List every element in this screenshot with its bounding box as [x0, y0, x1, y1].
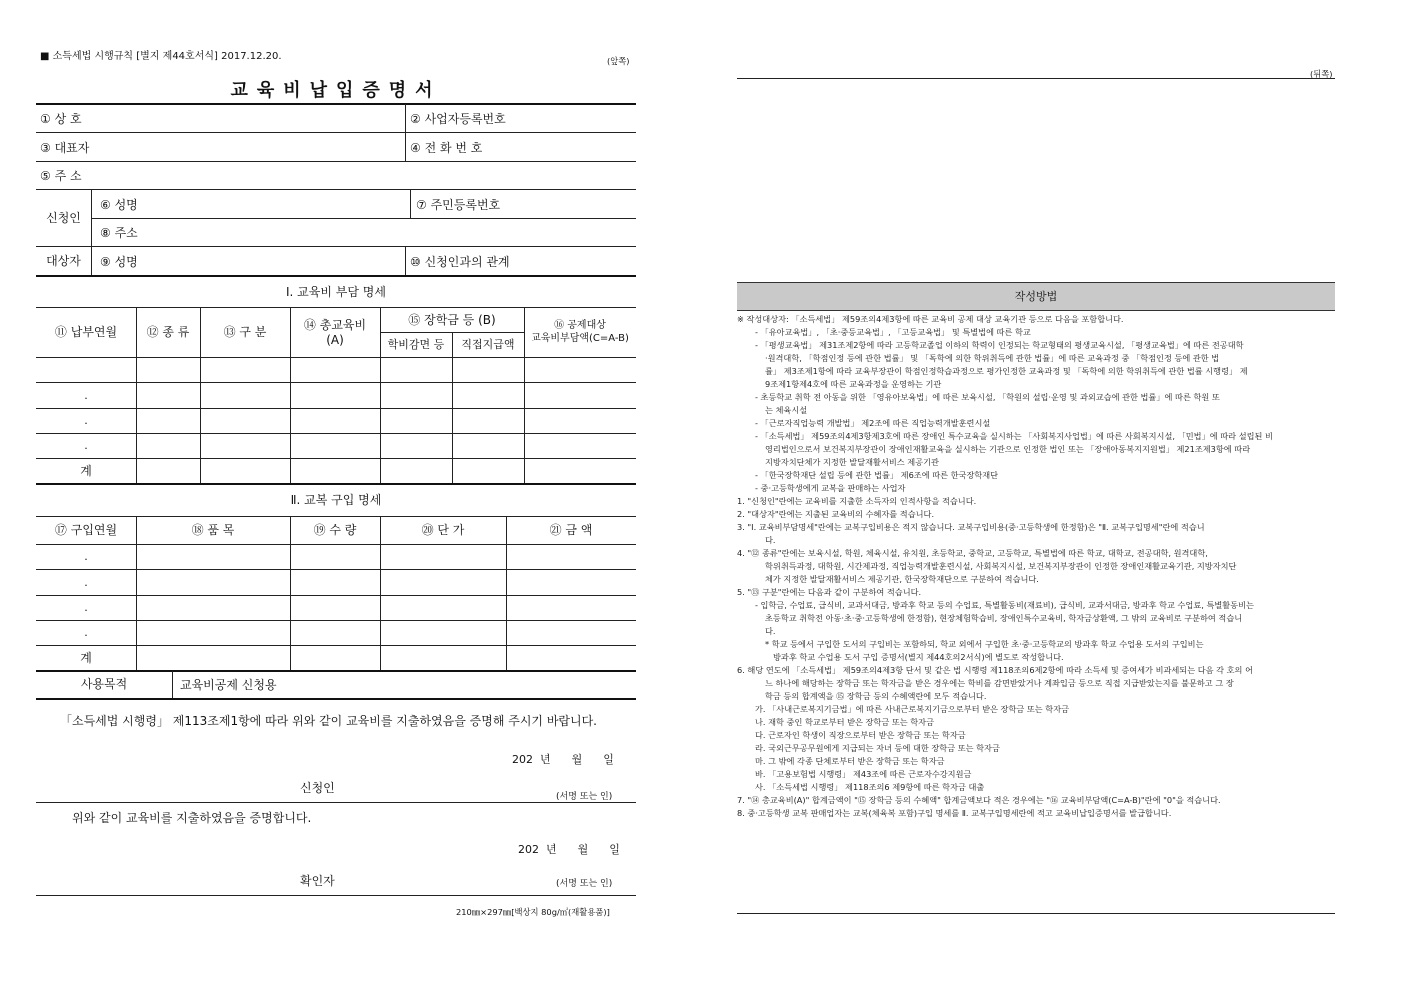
rule: [91, 190, 92, 275]
guide-line: 바. 「고용보험법 시행령」 제43조에 따른 근로자수강지원금: [755, 769, 972, 779]
guide-line: 2. "대상자"란에는 지출된 교육비의 수혜자를 적습니다.: [737, 509, 935, 519]
page-side-front: (앞쪽): [607, 56, 630, 66]
guide-title: 작성방법: [1014, 289, 1058, 303]
rule: [405, 247, 406, 275]
rule: [405, 104, 406, 161]
table-row-mark: .: [84, 626, 88, 640]
guide-line: 체가 지정한 발달재활서비스 제공기관, 한국장학재단으로 구분하여 적습니다.: [765, 574, 1039, 584]
table-row-mark: .: [84, 414, 88, 428]
field-applicant-name: ⑥ 성명: [100, 197, 138, 212]
rule: [36, 698, 636, 700]
verifier-sign: (서명 또는 인): [556, 879, 613, 889]
guide-line: 다.: [765, 626, 776, 636]
section2-title: Ⅱ. 교복 구입 명세: [290, 492, 382, 507]
table-row-mark: [36, 358, 136, 382]
table-row-total: 계: [80, 463, 92, 478]
field-business-name: ① 상 호: [40, 111, 82, 126]
col-type: ⑫ 종 류: [146, 325, 190, 339]
guide-line: - 「한국장학재단 설립 등에 관한 법률」 제6조에 따른 한국장학재단: [755, 470, 999, 480]
guide-line: 마. 그 밖에 각종 단체로부터 받은 장학금 또는 학자금: [755, 756, 945, 766]
col-unit-price: ⑳ 단 가: [421, 523, 465, 537]
rule: [91, 218, 636, 219]
rule: [36, 161, 636, 162]
rule: [36, 483, 636, 485]
applicant-sign-label: 신청인: [300, 781, 335, 795]
guide-line: - 「평생교육법」 제31조제2항에 따라 고등학교졸업 이하의 학력이 인정되는 학교형태의 평생교육시설, 「평생교육법」에 따른 전공대학: [755, 340, 1244, 350]
rule: [737, 913, 1335, 914]
table-row-total: 계: [80, 650, 92, 665]
rule: [36, 103, 636, 105]
guide-line: 3. "Ⅰ. 교육비부담명세"란에는 교복구입비용은 적지 않습니다. 교복구입비용(중·고등학생에 한정함)은 "Ⅱ. 교복구입명세"란에 적습니: [737, 522, 1205, 532]
request-date: 202 년 월 일: [512, 753, 614, 766]
rule: [737, 78, 1335, 79]
form-title: 교육비납입증명서: [230, 80, 442, 101]
target-label: 대상자: [46, 253, 81, 268]
section1-title: Ⅰ. 교육비 부담 명세: [286, 284, 386, 299]
guide-line: 6. 해당 연도에 「소득세법」 제59조의4제3항 단서 및 같은 법 시행령 제118조의6제2항에 따라 소득세 및 증여세가 비과세되는 다음 각 호의 어: [737, 665, 1253, 675]
col-purchase-month: ⑰ 구입연월: [54, 523, 118, 537]
guide-line: - 초등학교 취학 전 아동을 위한 「영유아보육법」에 따른 보육시설, 「학원의 설립·운영 및 과외교습에 관한 법률」에 따른 학원 또: [755, 392, 1220, 402]
guide-line: 사. 「소득세법 시행령」 제118조의6 제9항에 따른 학자금 대출: [755, 782, 985, 792]
guide-line: - 입학금, 수업료, 급식비, 교과서대금, 방과후 학교 등의 수업료, 특별활동비(재료비), 급식비, 교과서대금, 방과후 학교 수업료, 특별활동비는: [755, 600, 1254, 610]
col-category: ⑬ 구 분: [223, 325, 267, 339]
table-row-mark: .: [84, 601, 88, 615]
col-payment-month: ⑪ 납부연월: [54, 325, 118, 339]
field-resident-no: ⑦ 주민등록번호: [416, 197, 501, 212]
col-tuition-reduction: 학비감면 등: [387, 338, 445, 352]
purpose-label: 사용목적: [80, 677, 128, 691]
applicant-sign: (서명 또는 인): [556, 792, 613, 802]
guide-line: 률」 제3조제1항에 따라 교육부장관이 학점인정학습과정으로 평가인정한 교육과정 및 「독학에 의한 학위취득에 관한 법률 시행령」 제: [765, 366, 1248, 376]
col-deductible-amount: ⑯ 공제대상 교육비부담액(C=A-B): [531, 320, 629, 344]
rule: [36, 132, 636, 133]
guide-line: 느 하나에 해당하는 장학금 또는 학자금을 받은 경우에는 학비를 감면받았거나 계좌입금 등으로 직접 지급받았는지를 불문하고 그 장: [765, 678, 1234, 688]
rule: [36, 802, 636, 803]
field-applicant-address: ⑧ 주소: [100, 226, 138, 240]
guide-line: 학금 등의 합계액을 ⑮ 장학금 등의 수혜액란에 모두 적습니다.: [765, 691, 987, 701]
table-row-mark: .: [84, 550, 88, 564]
rule: [36, 895, 636, 896]
guide-line: 5. "⑬ 구분"란에는 다음과 같이 구분하여 적습니다.: [737, 587, 922, 597]
purpose-value: 교육비공제 신청용: [180, 678, 277, 692]
rule: [410, 190, 411, 218]
col-item: ⑱ 품 목: [191, 523, 235, 537]
field-representative: ③ 대표자: [40, 140, 90, 155]
guide-line: ·원격대학, 「학점인정 등에 관한 법률」 및 「독학에 의한 학위취득에 관한 법률」에 따른 교육과정 중 「학점인정 등에 관한 법: [765, 353, 1220, 363]
guide-line: - 「유아교육법」, 「초·중등교육법」, 「고등교육법」 및 특별법에 따른 학교: [755, 327, 1031, 337]
applicant-label: 신청인: [46, 210, 81, 225]
guide-line: 1. "신청인"란에는 교육비를 지출한 소득자의 인적사항을 적습니다.: [737, 496, 977, 506]
guide-line: ※ 작성대상자: 「소득세법」 제59조의4제3항에 따른 교육비 공제 대상 교육기관 등으로 다음을 포함합니다.: [737, 314, 1124, 324]
guide-line: 방과후 학교 수업용 도서 구입 증명서(별지 제44호의2서식)에 별도로 작성합니다.: [773, 652, 1064, 662]
col-quantity: ⑲ 수 량: [313, 523, 357, 537]
guide-title-bar: [737, 282, 1335, 311]
col-amount: ㉑ 금 액: [549, 523, 593, 537]
table-row-mark: .: [84, 439, 88, 453]
request-statement: 「소득세법 시행령」 제113조제1항에 따라 위와 같이 교육비를 지출하였음을 증명해 주시기 바랍니다.: [60, 714, 597, 728]
col-direct-payment: 직접지급액: [461, 338, 515, 352]
rule: [36, 275, 636, 277]
guide-line: 초등학교 취학전 아동·초·중·고등학생에 한정함), 현장체험학습비, 장애인특수교육비, 학자금상환액, 그 밖의 교육비로 구분하여 적습니: [765, 613, 1243, 623]
verifier-sign-label: 확인자: [300, 874, 335, 888]
paper-spec: 210㎜×297㎜[백상지 80g/㎡(재활용품)]: [456, 907, 610, 917]
guide-line: 다. 근로자인 학생이 직장으로부터 받은 장학금 또는 학자금: [755, 730, 966, 740]
guide-line: 나. 재학 중인 학교로부터 받은 장학금 또는 학자금: [755, 717, 935, 727]
guide-body: [737, 313, 1335, 820]
field-relationship: ⑩ 신청인과의 관계: [410, 254, 510, 269]
certify-date: 202 년 월 일: [518, 843, 620, 856]
rule: [172, 671, 173, 698]
guide-line: 가. 「사내근로복지기금법」에 따른 사내근로복지기금으로부터 받은 장학금 또는 학자금: [755, 704, 1070, 714]
form-header: ■ 소득세법 시행규칙 [별지 제44호서식] 2017.12.20.: [40, 51, 282, 62]
guide-line: 는 체육시설: [765, 405, 808, 415]
guide-line: 다.: [765, 535, 776, 545]
table-row-mark: .: [84, 388, 88, 402]
guide-line: 4. "⑫ 종류"란에는 보육시설, 학원, 체육시설, 유치원, 초등학교, 중학교, 고등학교, 특별법에 따른 학교, 대학교, 전공대학, 원격대학,: [737, 548, 1208, 558]
guide-line: * 학교 등에서 구입한 도서의 구입비는 포함하되, 학교 외에서 구입한 초·중·고등학교의 방과후 학교 수업용 도서의 구입비는: [765, 639, 1204, 649]
guide-line: 9조제1항제4호에 따른 교육과정을 운영하는 기관: [765, 379, 942, 389]
guide-line: 영리법인으로서 보건복지부장관이 장애인재활교육을 실시하는 기관으로 인정한 법인 또는 「장애아동복지지원법」 제21조제3항에 따라: [765, 444, 1251, 454]
table-row-mark: .: [84, 575, 88, 589]
field-business-reg-no: ② 사업자등록번호: [410, 111, 506, 126]
field-address: ⑤ 주 소: [40, 169, 82, 183]
field-target-name: ⑨ 성명: [100, 254, 138, 269]
guide-line: 학위취득과정, 대학원, 시간제과정, 직업능력개발훈련시설, 사회복지시설, 보건복지부장관이 인정한 장애인재활교육기관, 지방자치단: [765, 561, 1237, 571]
guide-line: 지방자치단체가 지정한 발달재활서비스 제공기관: [765, 457, 939, 467]
guide-line: 라. 국외근무공무원에게 지급되는 자녀 등에 대한 장학금 또는 학자금: [755, 743, 1000, 753]
guide-line: 7. "⑭ 총교육비(A)" 합계금액이 "⑮ 장학금 등의 수혜액" 합계금액보다 적은 경우에는 "⑯ 교육비부담액(C=A-B)"란에 "0"을 적습니다.: [737, 795, 1221, 805]
col-total-edu-cost: ⑭ 총교육비 (A): [303, 317, 367, 347]
guide-line: - 「근로자직업능력 개발법」 제2조에 따른 직업능력개발훈련시설: [755, 418, 991, 428]
guide-line: - 「소득세법」 제59조의4제3항제3호에 따른 장애인 특수교육을 실시하는 「사회복지사업법」에 따른 사회복지시설, 「민법」에 따라 설립된 비: [755, 431, 1273, 441]
certify-statement: 위와 같이 교육비를 지출하였음을 증명합니다.: [72, 811, 312, 825]
guide-line: 8. 중·고등학생 교복 판매업자는 교복(체육복 포함)구입 명세를 Ⅱ. 교복구입명세란에 적고 교육비납입증명서를 발급합니다.: [737, 808, 1172, 818]
page-side-back: (뒤쪽): [1310, 69, 1333, 79]
guide-line: - 중·고등학생에게 교복을 판매하는 사업자: [755, 483, 906, 493]
field-phone: ④ 전 화 번 호: [410, 140, 483, 155]
col-scholarship: ⑮ 장학금 등 (B): [408, 312, 496, 327]
